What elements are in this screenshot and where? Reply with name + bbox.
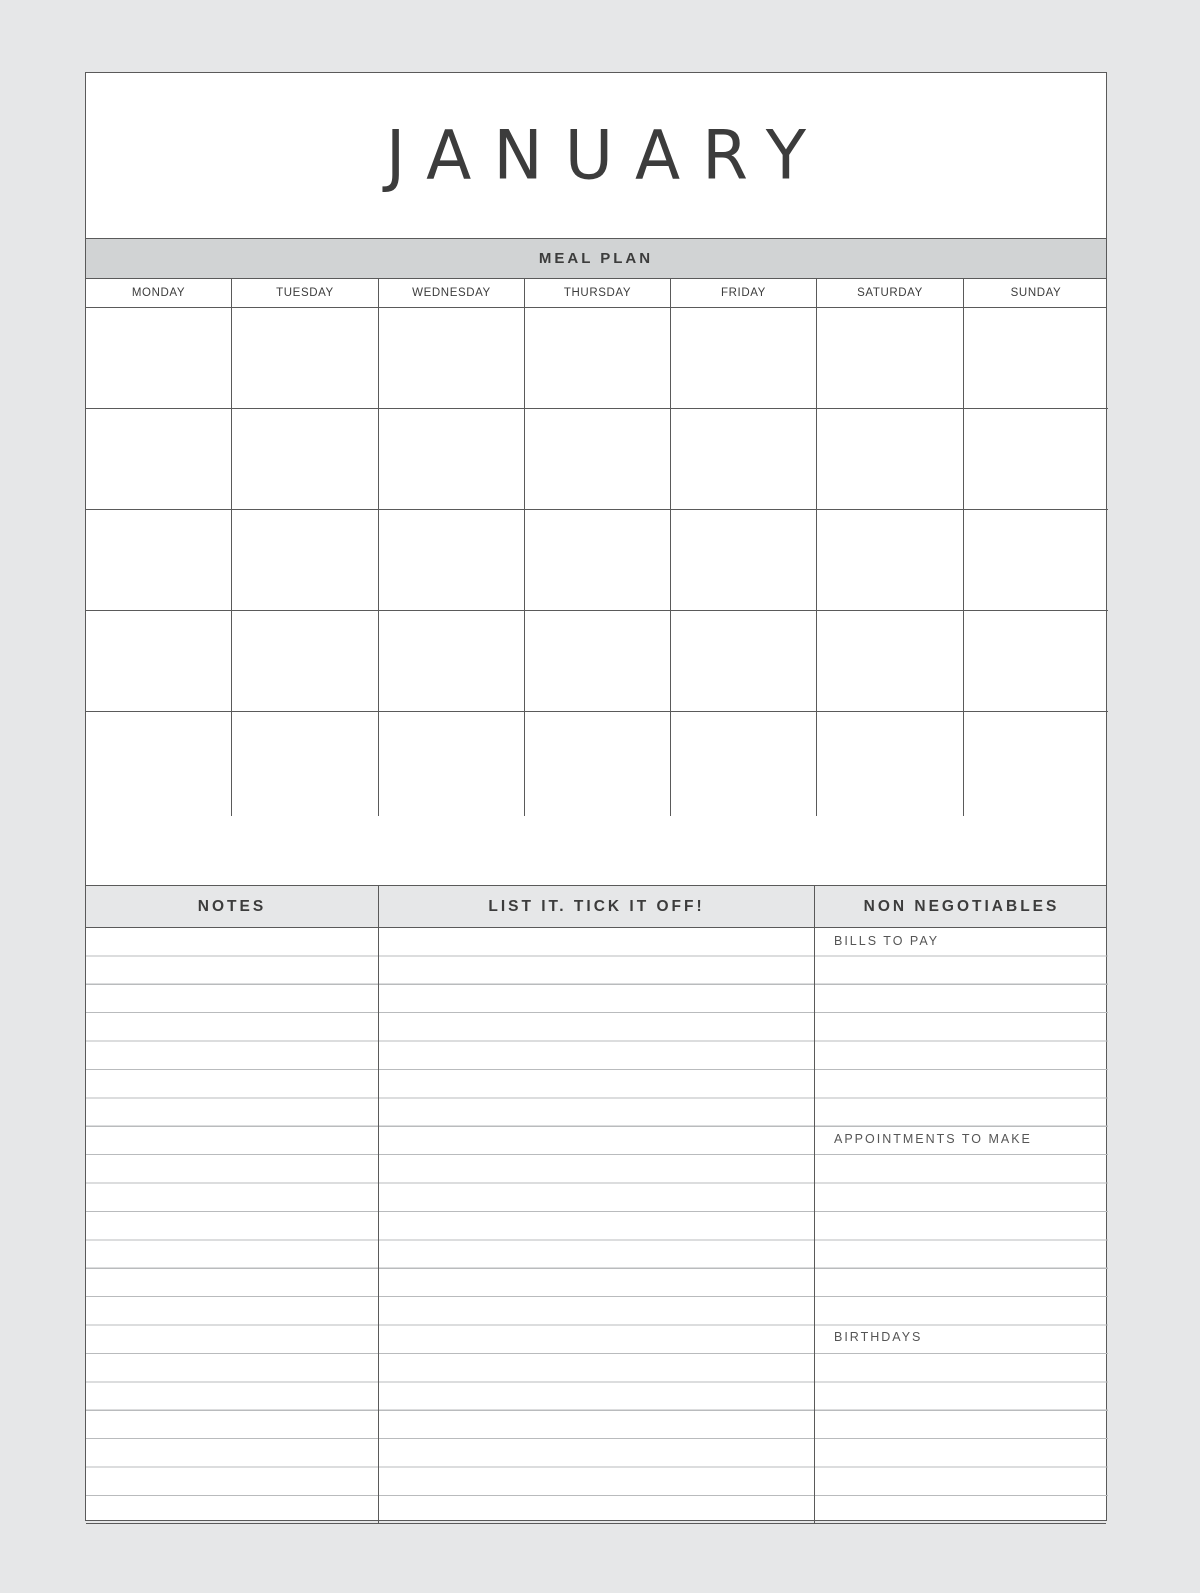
meal-plan-grid xyxy=(86,308,1106,886)
day-header-row xyxy=(86,279,1106,308)
day-thursday: THURSDAY xyxy=(525,279,671,307)
meal-cell[interactable] xyxy=(817,409,964,510)
meal-cell[interactable] xyxy=(817,510,964,611)
non-negotiables-heading: NON NEGOTIABLES xyxy=(863,897,1060,915)
meal-cell[interactable] xyxy=(964,308,1108,409)
title-area xyxy=(86,73,1106,239)
meal-cell[interactable] xyxy=(671,510,817,611)
meal-cell[interactable] xyxy=(817,308,964,409)
day-monday: MONDAY xyxy=(86,279,232,307)
non-negotiables-lined-area[interactable] xyxy=(815,928,1108,1523)
day-tuesday: TUESDAY xyxy=(232,279,379,307)
meal-cell[interactable] xyxy=(86,510,232,611)
meal-cell[interactable] xyxy=(964,611,1108,712)
meal-cell[interactable] xyxy=(86,409,232,510)
appointments-label: APPOINTMENTS TO MAKE xyxy=(834,1132,1032,1146)
meal-cell[interactable] xyxy=(964,712,1108,816)
meal-cell[interactable] xyxy=(232,308,379,409)
meal-cell[interactable] xyxy=(232,712,379,816)
footer-blank-area xyxy=(86,1524,1106,1592)
meal-cell[interactable] xyxy=(671,712,817,816)
meal-cell[interactable] xyxy=(86,712,232,816)
birthdays-label: BIRTHDAYS xyxy=(834,1330,923,1344)
lower-section-headers xyxy=(86,886,1106,928)
meal-plan-header xyxy=(86,239,1106,279)
meal-cell[interactable] xyxy=(379,510,525,611)
meal-cell[interactable] xyxy=(964,510,1108,611)
day-friday: FRIDAY xyxy=(671,279,817,307)
meal-cell[interactable] xyxy=(86,611,232,712)
meal-cell[interactable] xyxy=(817,712,964,816)
notes-heading: NOTES xyxy=(86,886,379,927)
meal-cell[interactable] xyxy=(525,308,671,409)
meal-cell[interactable] xyxy=(525,611,671,712)
notes-lined-area[interactable] xyxy=(86,928,379,1523)
meal-cell[interactable] xyxy=(671,409,817,510)
day-sunday: SUNDAY xyxy=(1010,287,1062,299)
meal-cell[interactable] xyxy=(379,409,525,510)
lower-section xyxy=(86,928,1106,1524)
list-heading: LIST IT. TICK IT OFF! xyxy=(379,886,815,927)
meal-cell[interactable] xyxy=(817,611,964,712)
meal-cell[interactable] xyxy=(232,611,379,712)
meal-cell[interactable] xyxy=(379,308,525,409)
day-wednesday: WEDNESDAY xyxy=(379,279,525,307)
meal-cell[interactable] xyxy=(232,409,379,510)
bills-to-pay-label: BILLS TO PAY xyxy=(834,934,940,948)
meal-cell[interactable] xyxy=(964,409,1108,510)
meal-cell[interactable] xyxy=(525,510,671,611)
meal-cell[interactable] xyxy=(232,510,379,611)
month-title: JANUARY xyxy=(385,116,829,195)
meal-cell[interactable] xyxy=(86,308,232,409)
meal-cell[interactable] xyxy=(671,308,817,409)
meal-cell[interactable] xyxy=(671,611,817,712)
day-saturday: SATURDAY xyxy=(817,279,964,307)
meal-cell[interactable] xyxy=(379,712,525,816)
checklist-lined-area[interactable] xyxy=(379,928,815,1523)
meal-cell[interactable] xyxy=(525,712,671,816)
planner-sheet xyxy=(85,72,1107,1521)
meal-cell[interactable] xyxy=(525,409,671,510)
meal-plan-heading: MEAL PLAN xyxy=(538,250,654,267)
meal-cell[interactable] xyxy=(379,611,525,712)
